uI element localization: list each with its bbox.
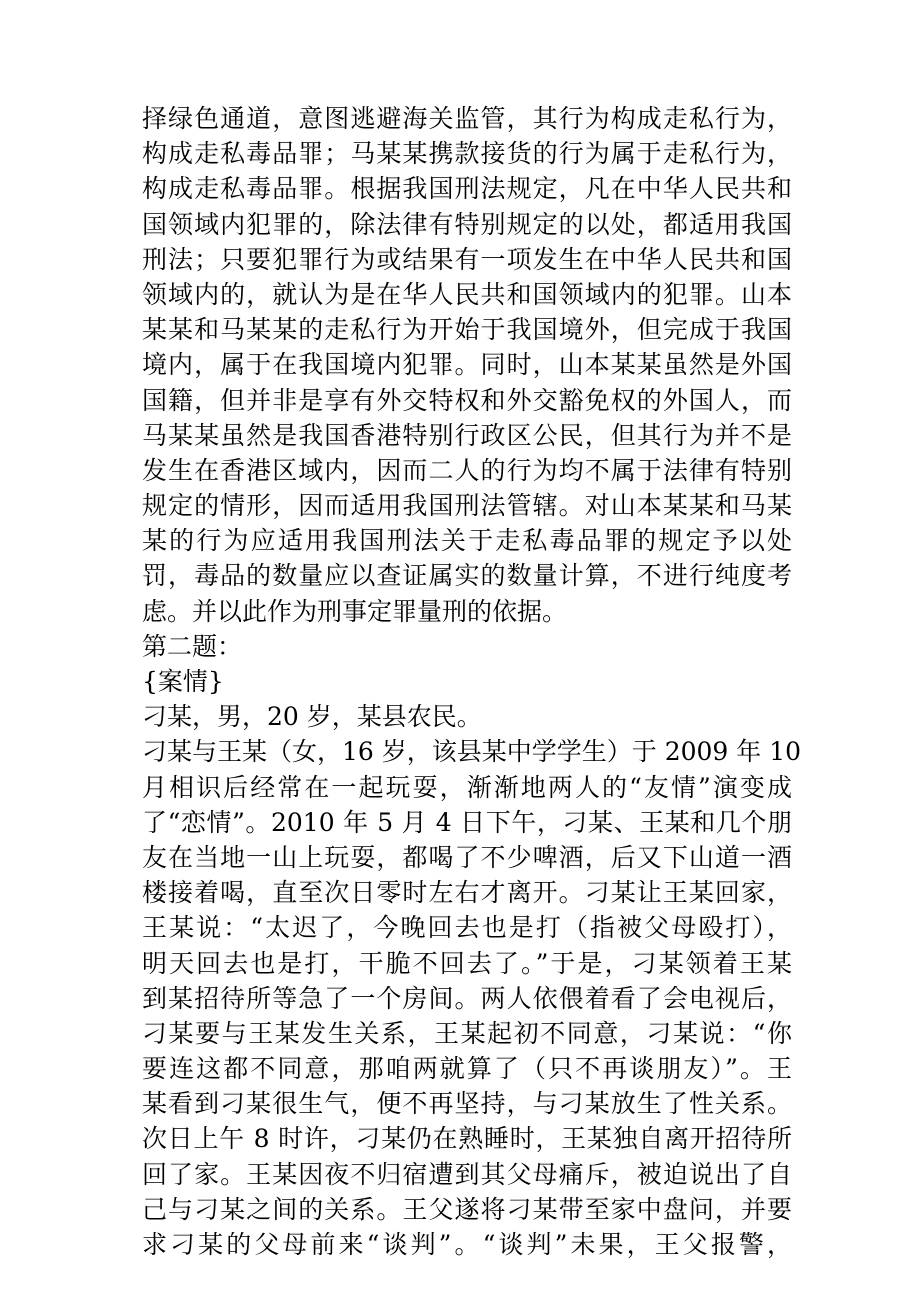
text-line: 求刁某的父母前来“谈判”。“谈判”未果，王父报警， [142,1230,792,1259]
text-line: 构成走私毒品罪；马某某携款接货的行为属于走私行为， [142,139,792,169]
text-line: 友在当地一山上玩耍，都喝了不少啤酒，后又下山道一酒 [142,842,792,872]
text-line: 刁某与王某（女，16 岁，该县某中学学生）于 2009 年 10 [142,737,802,767]
text-line: 某的行为应适用我国刑法关于走私毒品罪的规定予以处 [142,526,792,556]
text-line: 择绿色通道，意图逃避海关监管，其行为构成走私行为， [142,104,792,133]
text-line: 次日上午 8 时许，刁某仍在熟睡时，王某独自离开招待所 [142,1124,792,1154]
text-line: 规定的情形，因而适用我国刑法管辖。对山本某某和马某 [142,491,792,521]
text-line: 月相识后经常在一起玩耍，渐渐地两人的“友情”演变成 [142,772,792,802]
text-line: 刁某要与王某发生关系，王某起初不同意，刁某说：“你 [142,1018,792,1048]
text-line: 第二题： [142,631,243,661]
text-line: 回了家。王某因夜不归宿遭到其父母痛斥，被迫说出了自 [142,1159,792,1189]
text-line: 领域内的，就认为是在华人民共和国领域内的犯罪。山本 [142,279,792,309]
text-line: 到某招待所等急了一个房间。两人依偎着看了会电视后， [142,983,792,1013]
text-line: 刁某，男，20 岁，某县农民。 [142,702,482,732]
text-line: 国领域内犯罪的，除法律有特别规定的以处，都适用我国 [142,209,792,239]
body-text [142,101,802,1262]
text-line: 发生在香港区域内，因而二人的行为均不属于法律有特别 [142,455,792,485]
text-line: 要连这都不同意，那咱两就算了（只不再谈朋友）”。王 [142,1054,792,1084]
text-line: 刑法；只要犯罪行为或结果有一项发生在中华人民共和国 [142,244,792,274]
text-line: 境内，属于在我国境内犯罪。同时，山本某某虽然是外国 [142,350,792,380]
text-line: 了“恋情”。2010 年 5 月 4 日下午，刁某、王某和几个朋 [142,807,792,837]
text-line: {案情} [142,667,224,696]
text-line: 王某说：“太迟了，今晚回去也是打（指被父母殴打）， [142,913,792,943]
text-line: 构成走私毒品罪。根据我国刑法规定，凡在中华人民共和 [142,174,792,204]
text-line: 国籍，但并非是享有外交特权和外交豁免权的外国人，而 [142,385,792,415]
text-line: 某看到刁某很生气，便不再坚持，与刁某放生了性关系。 [142,1089,792,1119]
text-line: 罚，毒品的数量应以查证属实的数量计算，不进行纯度考 [142,561,792,591]
text-line: 己与刁某之间的关系。王父遂将刁某带至家中盘问，并要 [142,1194,792,1224]
text-line: 某某和马某某的走私行为开始于我国境外，但完成于我国 [142,315,792,345]
text-line: 楼接着喝，直至次日零时左右才离开。刁某让王某回家， [142,878,792,908]
text-line: 明天回去也是打，干脆不回去了。”于是，刁某领着王某 [142,948,792,978]
text-line: 马某某虽然是我国香港特别行政区公民，但其行为并不是 [142,420,792,450]
text-line: 虑。并以此作为刑事定罪量刑的依据。 [142,596,568,626]
